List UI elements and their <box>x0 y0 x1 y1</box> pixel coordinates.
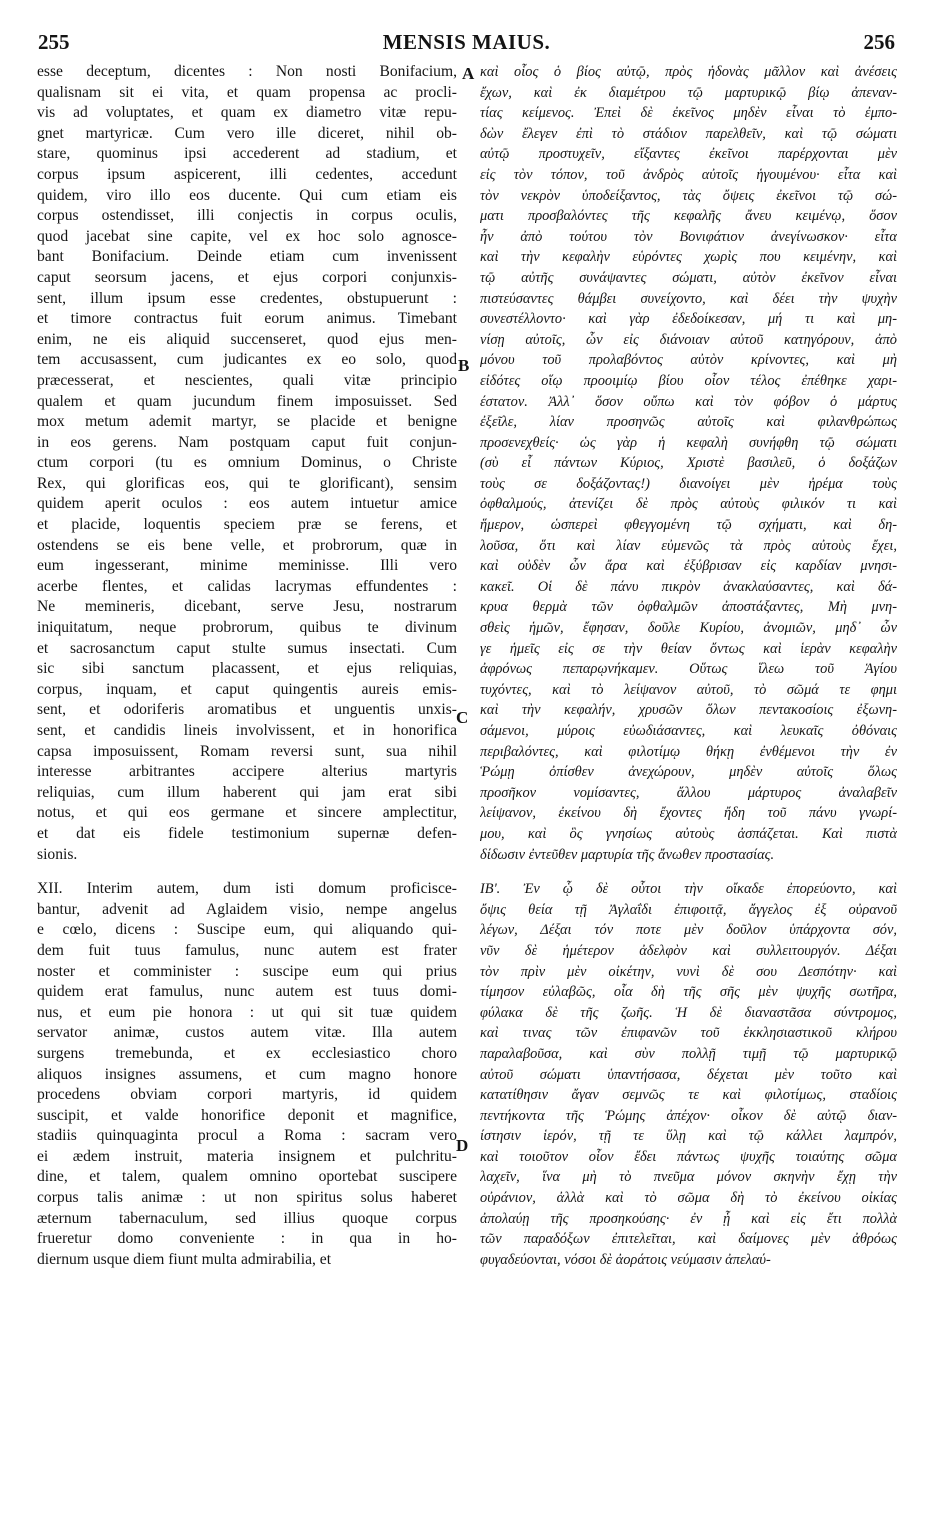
latin-text-line: quod jacebat sine capite, vel ex hoc solo agnosce- <box>37 227 457 245</box>
greek-text-line: κρυα θερμὰ τῶν ὀφθαλμῶν ἀποστάξαντες, Μὴ μνη- <box>480 599 897 616</box>
section-marker-d: D <box>456 1136 469 1155</box>
latin-text-line: ei ædem instruit, materia insignem et pulchritu- <box>37 1147 457 1165</box>
latin-text-line: quidem, viro illo eos ducente. Qui cum etiam eis <box>37 186 457 204</box>
latin-text-line: quidem aperit oculos : eos autem intuetur amice <box>37 495 457 513</box>
page-number-left: 255 <box>38 30 70 54</box>
latin-text-line: et timore contractus fuit eorum animus. Timebant <box>37 310 457 328</box>
greek-text-line: (σὺ εἶ πάντων Κύριος, Χριστὲ βασιλεῦ, ὁ δοξάζων <box>480 455 897 472</box>
latin-text-line: Ne memineris, dicebant, serve Jesu, nostrarum <box>37 598 457 616</box>
latin-text-line: reliquias, cum illum haberent qui jam erat sibi <box>37 783 457 801</box>
greek-text-line: τοὺς σε δοξάζοντας!) διανοίγει μὲν ἠρέμα τοὺς <box>480 475 897 492</box>
greek-text-line: πιστεύσαντες θάμβει συνείχοντο, καὶ δέει τὴν ψυχὴν <box>480 290 897 307</box>
greek-text-line: καὶ οἷος ὁ βίος αὐτῷ, πρὸς ἡδονὰς μᾶλλον καὶ ἀνέσεις <box>480 64 897 80</box>
latin-text-line: ctum corpori (tu es omnium Dominus, o Christe <box>37 454 457 472</box>
greek-text-line: έστατον. Ἀλλ᾽ ὅσον οὔπω καὶ τὸν φόβον ὁ μάρτυς <box>480 393 897 410</box>
greek-text-line: ἦν ἀπὸ τούτου τὸν Βονιφάτιον ἀνεγίνωσκον· εἶτα <box>480 228 897 245</box>
latin-text-line: corpus ipsum aspicerent, illi cedentes, accedunt <box>37 165 457 183</box>
greek-text-line: προσενεχθείς· ὡς γὰρ ἡ κεφαλὴ συνήφθη τῷ σώματι <box>480 434 897 451</box>
latin-text-line: sent, et candidis lineis involvissent, et in honorifica <box>37 722 457 739</box>
latin-text-line: noster et comminister : suscipe eum qui prius <box>37 962 457 980</box>
latin-text-line: diernum usque diem fiunt multa admirabilia, et <box>37 1250 332 1268</box>
latin-text-line: e cœlo, dicens : Suscipe eum, qui aliquando qui- <box>37 921 457 939</box>
paragraph-gap <box>480 865 897 879</box>
greek-text-line: Ῥώμῃ ὀπίσθεν ἀνεχώρουν, μηδὲν αὐτοῖς ὅλως <box>480 764 897 781</box>
latin-text-line: corpus, inquam, et caput quingentis aureis emis- <box>37 680 457 698</box>
latin-text-line: sic sibi sanctum placassent, et ejus reliquias, <box>37 660 457 678</box>
paragraph-gap <box>37 865 457 879</box>
greek-text-line: κατατίθησιν ἄγαν σεμνῶς τε καὶ φιλοτίμως, σταδίοις <box>480 1087 897 1104</box>
latin-text-line: corpus talis animæ : ut non spiritus solus haberet <box>37 1189 457 1207</box>
latin-text-line: iniquitatum, neque probrorum, quibus te divinum <box>37 619 457 637</box>
greek-text-line: προσῆκον νομίσαντες, ἄλλου μάρτυρος ἀναλαβεῖν <box>480 784 897 801</box>
latin-text-line: dem fuit tuus famulus, nunc autem est frater <box>37 941 457 959</box>
greek-text-line: οὐράνιον, ἀλλὰ καὶ τὸ σῶμα δὴ τὸ ἐκείνου οἰκίας <box>480 1190 897 1207</box>
greek-text-line: φυγαδεύονται, νόσοι δὲ ἀοράτοις νεύμασιν ἀπελαύ- <box>480 1251 771 1268</box>
greek-text-line: ἥμερον, ὡσπερεὶ φθεγγομένη τῷ σχήματι, καὶ δη- <box>480 517 897 534</box>
latin-column <box>37 62 457 1270</box>
latin-text-line: XII. Interim autem, dum isti domum proficisce- <box>37 880 457 898</box>
latin-text-line: servator animæ, custos autem vitæ. Illa autem <box>37 1024 457 1042</box>
greek-text-line: περιβαλόντες, καὶ φιλοτίμῳ θήκῃ ἐνθέμενοι τὴν ἐν <box>480 743 897 760</box>
greek-text-line: τυχόντες, καὶ τὸ λείψανον αὐτοῦ, τὸ σῶμά τε φημι <box>480 681 897 698</box>
greek-text-line: ἀπολαύῃ τῆς προσηκούσης· ἐν ᾗ καὶ εἰς ἔτι πολλὰ <box>480 1210 897 1227</box>
latin-text-line: procedens obviam corpori martyris, id quidem <box>37 1086 457 1104</box>
latin-text-line: præcesserat, et nescientes, quali vitæ principio <box>37 371 457 389</box>
latin-text-line: Rex, qui glorificas eos, qui te glorificant), sensim <box>37 474 457 492</box>
latin-text-line: surgens tremebunda, et ex ecclesiastico choro <box>37 1044 457 1062</box>
greek-text-line: ΙΒʹ. Ἐν ᾧ δὲ οὗτοι τὴν οἴκαδε ἐπορεύοντο, καὶ <box>480 881 897 898</box>
greek-text-line: ματι προσβαλόντες τῆς κεφαλῆς ἄνευ κειμένῳ, ὅσον <box>480 208 897 225</box>
latin-text-line: capsa imposuissent, Romam reversi sunt, sua nihil <box>37 742 457 760</box>
latin-text-line: quidem erat famulus, nunc autem est tuus domi- <box>37 983 457 1001</box>
greek-text-line: καὶ τινας τῶν ἐπιφανῶν τοῦ ἐκκλησιαστικοῦ κλήρου <box>480 1025 897 1042</box>
greek-text-line: αὐτοῦ σώματι ὑπαντήσασα, δέχεται μὲν τοῦτο καὶ <box>480 1066 897 1083</box>
greek-text-line: δὼν ἔλεγεν ἐπὶ τὸ στάδιον παρελθεῖν, καὶ τῷ σώματι <box>480 125 897 142</box>
latin-text-line: interesse arbitrantes accipere alterius martyris <box>37 763 457 781</box>
section-marker-a: A <box>462 64 475 83</box>
latin-text-line: sent, illum ipsum esse credentes, obstupuerunt : <box>37 289 457 307</box>
greek-text-line: νῦν δὲ ἡμέτερον ἀδελφὸν καὶ συλλειτουργόν. Δέξαι <box>480 942 897 959</box>
greek-text-line: λέγων, Δέξαι τόν ποτε μὲν δοῦλον ὑπάρχοντα σόν, <box>480 922 897 939</box>
page-number-right: 256 <box>863 30 895 54</box>
greek-text-line: καὶ οὐδὲν ὧν ἄρα καὶ ἐξύβρισαν εἰς καρδίαν μνησι- <box>480 558 897 575</box>
latin-text-line: ostendens se eis bene velle, et probrorum, quæ in <box>37 536 457 554</box>
section-marker-c: C <box>456 708 469 727</box>
greek-text-line: τὸν πρὶν μὲν οἰκέτην, νυνὶ δὲ σου Δεσπότην· καὶ <box>480 963 897 980</box>
greek-column <box>480 62 897 1270</box>
latin-text-line: in eos gerens. Nam postquam caput fuit conjun- <box>37 433 457 451</box>
greek-text-line: μόνου τοῦ προλαβόντος αὐτὸν κρίνοντες, καὶ μὴ <box>480 352 897 369</box>
greek-text-line: γε ἡμεῖς εἰς σε τὴν θείαν ὄντως καὶ ἱερὰν κεφαλὴν <box>480 640 897 657</box>
greek-text-line: αὐτῷ προστυχεῖν, εἴξαντες ἐκεῖνοι παρέρχονται μὲν <box>480 146 897 163</box>
greek-text-line: δίδωσιν ἐντεῦθεν μαρτυρία τῆς ἄνωθεν προστασίας. <box>480 846 775 863</box>
latin-text-line: caput seorsum jacens, et ejus corpori conjunxis- <box>37 268 457 286</box>
latin-text-line: eum ingesserant, minime meminisse. Illi vero <box>37 557 457 575</box>
latin-text-line: qualisnam sit ei vita, et quam propensa ac procli- <box>37 83 457 101</box>
greek-text-line: λείψανον, ἐκείνου δὴ ἔχοντες ἤδη τοῦ πάνυ γνωρί- <box>480 805 897 822</box>
latin-text-line: enim, ne eis aliquid succenseret, quod ejus men- <box>37 330 457 348</box>
latin-text-line: nus, et eum pie honora : ut qui sit tuæ quidem <box>37 1003 457 1021</box>
greek-text-line: εἰς τὸν τόπον, τοῦ ἀνδρὸς αὐτοῖς ἡγουμένου· εἶτα καὶ <box>480 166 897 183</box>
greek-text-line: ἔχων, καὶ ἐκ διαμέτρου τῷ μαρτυρικῷ βίῳ ἀπεναν- <box>480 84 897 101</box>
latin-text-line: aliquos insignes assumens, et cum magno honore <box>37 1065 457 1083</box>
greek-text-line: σθεὶς ἡμῶν, ἔφησαν, δοῦλε Κυρίου, ἀνομιῶν, μηδ᾽ ὧν <box>480 620 897 637</box>
greek-text-line: φύλακα δὲ τῆς ζωῆς. Ἡ δὲ διαναστᾶσα σύντρομος, <box>480 1004 897 1021</box>
greek-text-line: εἰδότες οἵῳ προοιμίῳ βίου οἷον τέλος ἐπέθηκε χαρι- <box>480 372 897 389</box>
latin-text-line: et placide, loquentis speciem præ se ferens, et <box>37 516 457 534</box>
greek-text-line: συνεστέλλοντο· καὶ γὰρ ἐδεδοίκεσαν, μή τι καὶ μη- <box>480 311 897 328</box>
latin-text-line: esse deceptum, dicentes : Non nosti Bonifacium, <box>37 63 457 80</box>
greek-text-line: μου, καὶ ὃς γνησίως αὐτοὺς ἀσπάζεται. Καὶ πιστὰ <box>480 825 897 842</box>
greek-text-line: σάμενοι, μύροις εὐωδιάσαντες, καὶ λευκαῖς ὀθόναις <box>480 723 897 739</box>
section-marker-b: B <box>458 356 470 375</box>
greek-text-line: καὶ τὴν κεφαλήν, χρυσῶν ὅλων πεντακοσίοις ἐξωνη- <box>480 702 897 719</box>
latin-text-line: sent, et odoriferis aromatibus et unguentis unxis- <box>37 701 457 719</box>
latin-text-line: mox metum ademit martyr, se placide et benigne <box>37 413 457 431</box>
greek-text-line: νίσῃ αὐτοῖς, ὧν εἰς διάνοιαν αὐτοῦ κατηγόρουν, ἀπὸ <box>480 331 897 348</box>
greek-text-line: ὀφθαλμούς, ἀτενίζει δὲ πρὸς αὐτοὺς φιλικόν τι καὶ <box>480 496 897 513</box>
greek-text-line: λοῦσα, ὅτι καὶ λίαν εὐμενῶς τὰ πρὸς αὐτοὺς ἔχει, <box>480 537 897 554</box>
greek-text-line: πεντήκοντα τῆς Ῥώμης ἀπέχον· οἶκον δὲ αὐτῷ διαν- <box>480 1107 897 1124</box>
latin-text-line: æternum tabernaculum, sed illius quoque corpus <box>37 1209 457 1227</box>
latin-text-line: dine, et talem, qualem omnino oportebat suscipere <box>37 1168 457 1186</box>
page-header <box>38 30 895 58</box>
greek-text-line: τῷ αὐτῆς συνάψαντες σώματι, αὐτὸν ἐκεῖνον εἶναι <box>480 269 897 286</box>
greek-text-line: ἐξεῖλε, λίαν προσηνῶς αὐτοῖς καὶ φιλανθρώπως <box>480 414 897 431</box>
greek-text-line: λαχεῖν, ἵνα μὴ τὸ πνεῦμα μόνον σκηνὴν ἔχῃ τὴν <box>480 1169 897 1186</box>
greek-text-line: κακεῖ. Οἱ δὲ πάνυ πικρὸν ἀνακλαύσαντες, καὶ δά- <box>480 578 897 595</box>
latin-text-line: bant Bonifacium. Deinde etiam cum invenissent <box>37 248 457 266</box>
greek-text-line: τὸν νεκρὸν ὑποδείξαντος, τὰς ὄψεις ἐκεῖνοι τῷ σώ- <box>480 187 897 204</box>
greek-text-line: τίμησον εὐλαβῶς, οἷα δὴ τῆς σῆς μὲν ψυχῆς σωτῆρα, <box>480 984 897 1001</box>
greek-text-line: τῶν παραδόξων ἐπιτελεῖται, καὶ δαίμονες μὲν ἀθρόως <box>480 1231 897 1248</box>
latin-text-line: bantur, advenit ad Aglaidem visio, nempe angelus <box>37 900 457 918</box>
latin-text-line: stadiis quinquaginta procul a Roma : sacram vero <box>37 1127 457 1145</box>
greek-text-line: ἀφρόνως πεπαρῳνήκαμεν. Οὕτως ἵλεω τοῦ Ἁγίου <box>480 661 897 678</box>
greek-text-line: τίας κείμενος. Ἐπεὶ δὲ ἐκεῖνος μηδὲν εἶναι τὸ ἐμπο- <box>480 105 897 122</box>
greek-text-line: καὶ τοιοῦτον οἷον ἔδει πάντως ψυχῆς τοιαύτης σῶμα <box>480 1148 897 1165</box>
latin-text-line: notus, et qui eos germane et sincere amplectitur, <box>37 804 457 822</box>
latin-text-line: vis ad voluptates, et quam ex diametro vitæ repu- <box>37 104 457 122</box>
latin-text-line: tem accusassent, cum judicantes ex eo solo, quod <box>37 351 457 369</box>
greek-text-line: παραλαβοῦσα, καὶ σὺν πολλῇ τιμῇ τῷ μαρτυρικῷ <box>480 1045 897 1062</box>
latin-text-line: et sacrosanctum caput stulte sumus insectati. Cum <box>37 639 457 657</box>
latin-text-line: frueretur domo conveniente : in qua in ho- <box>37 1230 457 1248</box>
latin-text-line: stare, quominus ipsi accederent ad stadium, et <box>37 145 457 163</box>
latin-text-line: suscipit, et valde honorifice deponit et magnifice, <box>37 1106 457 1124</box>
latin-text-line: gnet martyricæ. Cum vero ille diceret, nihil ob- <box>37 124 457 142</box>
greek-text-line: ίστησιν ἱερόν, τῇ τε ὕλῃ καὶ τῷ κάλλει λαμπρόν, <box>480 1128 897 1145</box>
latin-text-line: et dat eis fidele testimonium supernæ defen- <box>37 824 457 842</box>
latin-text-line: qualem et quam jucundum finem imposuisset. Sed <box>37 392 457 410</box>
latin-text-line: sionis. <box>37 845 78 863</box>
latin-text-line: acerbe flentes, et calidas lacrymas effundentes : <box>37 577 457 595</box>
running-title: MENSIS MAIUS. <box>382 30 551 54</box>
greek-text-line: καὶ τὴν κεφαλὴν εὑρόντες χωρὶς που κειμένην, καὶ <box>480 249 897 266</box>
latin-text-line: corpus ostendisset, illi conjectis in corpus oculis, <box>37 207 457 225</box>
greek-text-line: ὄψις θεία τῇ Ἀγλαΐδι ἐπιφοιτᾷ, ἄγγελος ἐξ οὐρανοῦ <box>480 901 897 918</box>
